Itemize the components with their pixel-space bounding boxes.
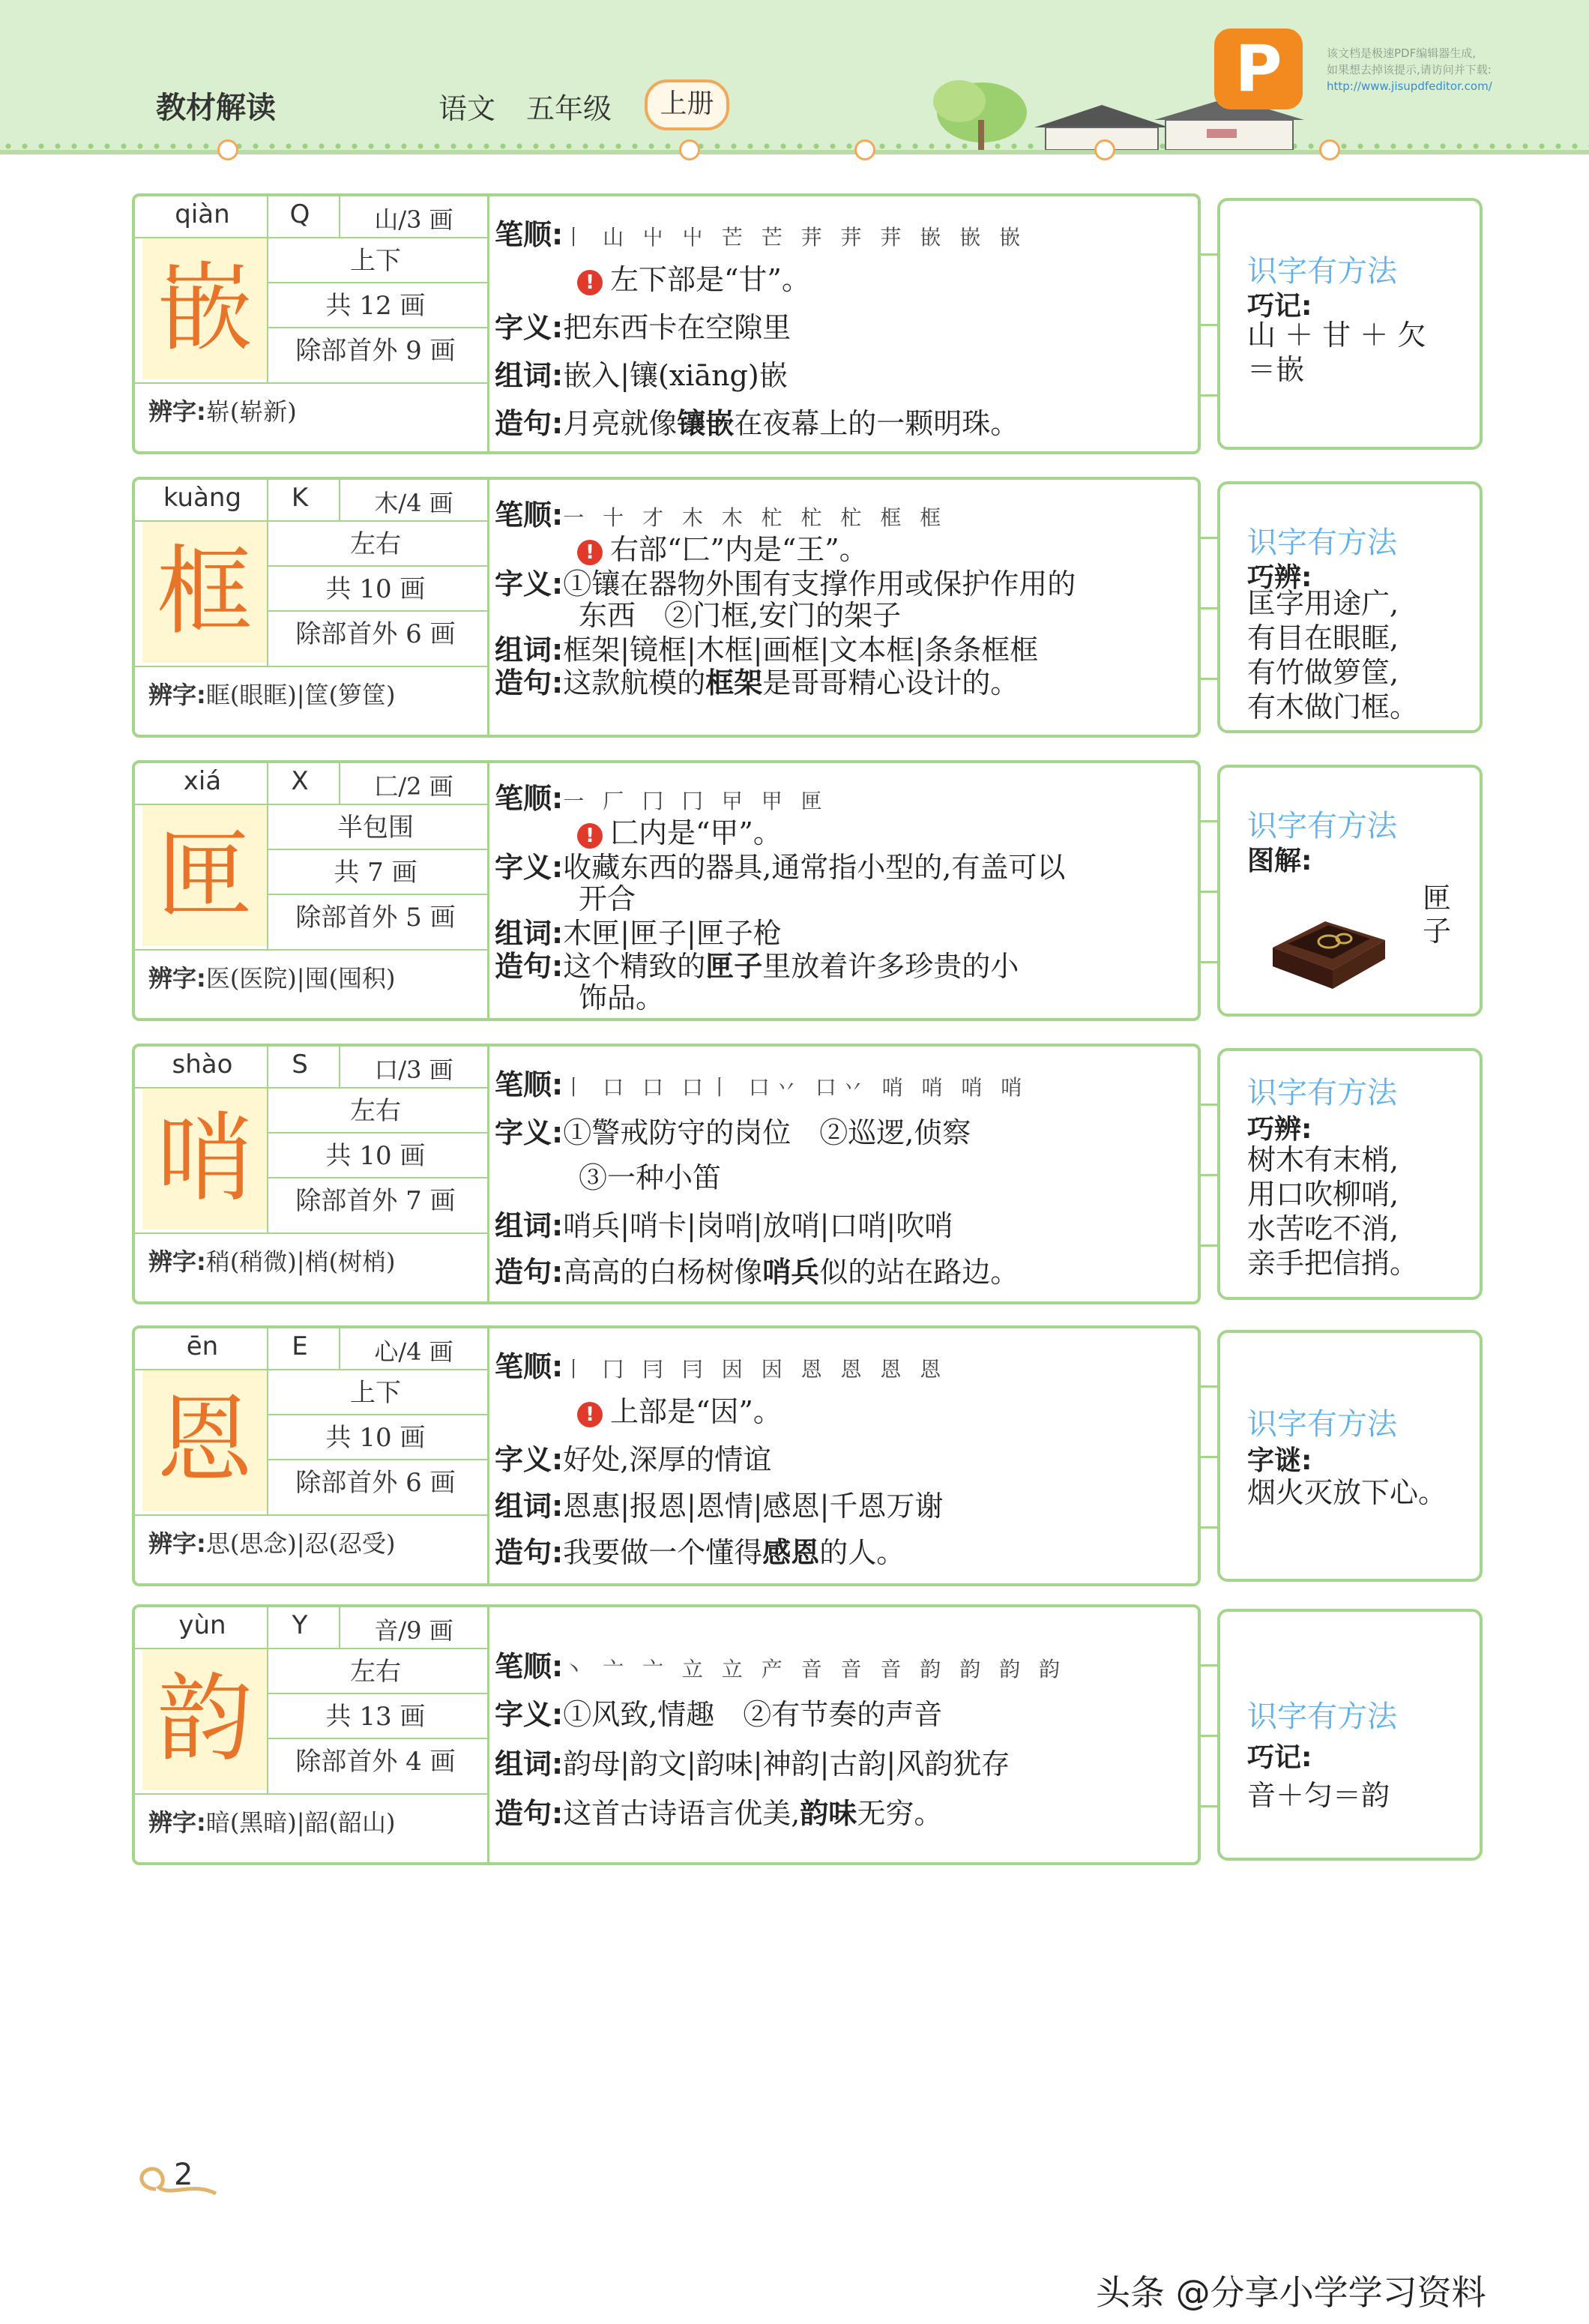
divider xyxy=(267,1738,487,1739)
stroke-order: 丨 冂 冃 冃 因 因 恩 恩 恩 恩 xyxy=(563,1357,947,1382)
sentence-pre: 我要做一个懂得 xyxy=(563,1536,763,1569)
divider xyxy=(267,1414,487,1415)
char-info-panel xyxy=(135,480,489,735)
memory-tip-body xyxy=(1247,1143,1472,1280)
big-char-box xyxy=(142,238,267,379)
sentence-line xyxy=(495,1790,942,1831)
sentence-pre: 这款航模的 xyxy=(563,666,706,699)
box-image-label: 匣子 xyxy=(1423,882,1452,948)
sentence-pre: 月亮就像 xyxy=(563,407,678,440)
strokes-excluding-radical: 除部首外 6 画 xyxy=(295,619,456,649)
memory-tip-line: 亲手把信捎。 xyxy=(1247,1247,1419,1280)
meaning: ①警戒防守的岗位 ②巡逻,侦察 xyxy=(563,1116,971,1149)
char-card xyxy=(132,1604,1201,1865)
stroke-order-line xyxy=(495,1343,947,1385)
sentence-post: 似的站在路边。 xyxy=(819,1256,1019,1289)
meaning: 收藏东西的器具,通常指小型的,有盖可以 xyxy=(563,851,1066,884)
char-detail-panel xyxy=(495,1047,1192,1301)
connector xyxy=(1201,253,1217,256)
sentence-post: 在夜幕上的一颗明珠。 xyxy=(734,407,1019,440)
big-char: 韵 xyxy=(156,1664,253,1775)
strokes-excluding-radical: 除部首外 7 画 xyxy=(295,1186,456,1216)
stroke-order: 一 厂 冂 冂 曱 甲 匣 xyxy=(563,789,828,813)
char-card xyxy=(132,477,1201,738)
watermark-text: 头条 @分享小学学习资料 xyxy=(1096,2272,1486,2313)
meaning-line-2: ③一种小笛 xyxy=(579,1161,722,1194)
structure: 左右 xyxy=(350,1096,401,1126)
connector xyxy=(1201,820,1217,822)
pdf-note-url[interactable]: http://www.jisupdfeditor.com/ xyxy=(1327,79,1492,93)
char-detail-panel xyxy=(495,480,1192,735)
connector xyxy=(1201,1664,1217,1667)
pinyin: yùn xyxy=(178,1610,226,1640)
divider xyxy=(339,1607,340,1648)
initial-letter: E xyxy=(292,1331,308,1361)
meaning: ①风致,情趣 ②有节奏的声音 xyxy=(563,1698,943,1731)
stroke-order: 丶 亠 亠 立 立 产 音 音 音 韵 韵 韵 韵 xyxy=(563,1657,1067,1682)
divider xyxy=(339,1328,340,1369)
sentence-line xyxy=(495,943,1019,984)
memory-tip-line: ＝嵌 xyxy=(1247,353,1305,386)
divider xyxy=(135,1514,487,1516)
memory-tip-box xyxy=(1217,1609,1483,1861)
memory-tip-title: 识字有方法 xyxy=(1247,1076,1397,1110)
memory-tip-line: 有竹做箩筐, xyxy=(1247,656,1399,689)
memory-tip-type: 巧辨: xyxy=(1247,562,1312,593)
divider xyxy=(267,894,487,895)
connector xyxy=(1201,1456,1217,1458)
char-info-panel xyxy=(135,1047,489,1301)
big-char-box xyxy=(142,522,267,663)
radical-info: 匚/2 画 xyxy=(374,772,453,801)
warning-icon: ! xyxy=(577,823,603,849)
pdf-editor-notice xyxy=(1327,45,1574,94)
words-label: 组词: xyxy=(495,917,564,950)
header-drop-icon xyxy=(217,139,238,160)
meaning-label: 字义: xyxy=(495,1698,564,1731)
divider xyxy=(267,196,268,382)
sentence-emphasis: 感恩 xyxy=(762,1535,820,1569)
sentence-line xyxy=(495,400,1019,442)
connector xyxy=(1201,1385,1217,1388)
similar-chars xyxy=(148,676,396,711)
divider xyxy=(267,1132,487,1134)
stroke-count: 共 10 画 xyxy=(325,574,426,604)
char-card-row xyxy=(0,760,1589,1021)
words-line xyxy=(495,1202,953,1244)
warning-icon: ! xyxy=(577,540,603,565)
sentence-label: 造句: xyxy=(495,666,564,699)
structure: 左右 xyxy=(350,1657,401,1687)
stroke-order: 丨 山 屮 屮 芒 芒 茾 茾 茾 嵌 嵌 嵌 xyxy=(563,225,1027,250)
words-line xyxy=(495,352,788,394)
char-card xyxy=(132,760,1201,1021)
connector xyxy=(1201,1174,1217,1176)
connector xyxy=(1201,1805,1217,1807)
meaning-line xyxy=(495,1110,971,1151)
big-char: 哨 xyxy=(156,1103,253,1214)
similar-chars-value: 眶(眼眶)|筐(箩筐) xyxy=(205,681,396,709)
header-drop-icon xyxy=(1094,139,1115,160)
char-info-panel xyxy=(135,1328,489,1583)
sentence-line xyxy=(495,1529,905,1571)
char-card xyxy=(132,193,1201,454)
pdf-editor-logo-icon: P xyxy=(1214,28,1303,109)
divider xyxy=(267,610,487,612)
memory-tip-line: 树木有末梢, xyxy=(1247,1143,1399,1176)
memory-tip-body xyxy=(1247,586,1472,724)
words-line xyxy=(495,1741,1010,1782)
wooden-box-image xyxy=(1265,895,1393,993)
char-card xyxy=(132,1044,1201,1304)
connector xyxy=(1201,678,1217,680)
tip-text: 左下部是“甘”。 xyxy=(610,263,810,296)
tip-line xyxy=(577,1388,782,1430)
sentence-emphasis: 哨兵 xyxy=(762,1255,820,1289)
meaning: ①镶在器物外围有支撑作用或保护作用的 xyxy=(563,568,1076,600)
similar-chars-value: 暗(黑暗)|韶(韶山) xyxy=(205,1808,396,1837)
sentence-pre: 高高的白杨树像 xyxy=(563,1256,763,1289)
similar-chars xyxy=(148,1525,396,1559)
divider xyxy=(267,1693,487,1694)
memory-tip-title: 识字有方法 xyxy=(1247,526,1397,560)
sentence-post: 的人。 xyxy=(819,1536,905,1569)
similar-chars-label: 辨字: xyxy=(148,681,206,709)
pinyin: kuàng xyxy=(163,483,242,513)
sentence-line xyxy=(495,1249,1019,1290)
divider xyxy=(267,565,487,567)
divider xyxy=(267,282,487,283)
divider xyxy=(339,196,340,237)
meaning-line xyxy=(495,1436,771,1478)
tip-text: 右部“匚”内是“王”。 xyxy=(610,533,868,566)
char-card-row xyxy=(0,1044,1589,1304)
meaning-line xyxy=(495,1691,942,1733)
divider xyxy=(267,327,487,328)
sentence-line xyxy=(495,660,1019,701)
initial-letter: Y xyxy=(292,1610,308,1640)
words-line xyxy=(495,1483,943,1524)
similar-chars-label: 辨字: xyxy=(148,1247,206,1276)
memory-tip-body xyxy=(1247,318,1472,387)
memory-tip-body xyxy=(1247,1475,1472,1510)
char-card-row xyxy=(0,193,1589,454)
meaning-line-2: 东西 ②门框,安门的架子 xyxy=(579,599,902,632)
meaning-label: 字义: xyxy=(495,1116,564,1149)
divider xyxy=(267,480,268,666)
memory-tip-type: 图解: xyxy=(1247,846,1312,876)
divider xyxy=(267,763,268,949)
stroke-count: 共 10 画 xyxy=(325,1141,426,1171)
similar-chars-label: 辨字: xyxy=(148,1808,206,1837)
words-label: 组词: xyxy=(495,1209,564,1242)
divider xyxy=(267,1607,268,1793)
memory-tip-body xyxy=(1247,1778,1472,1813)
words-label: 组词: xyxy=(495,359,564,392)
char-detail-panel xyxy=(495,1607,1192,1862)
divider xyxy=(267,1047,268,1232)
similar-chars xyxy=(148,1243,396,1277)
meaning-label: 字义: xyxy=(495,311,564,344)
structure: 半包围 xyxy=(337,813,414,843)
divider xyxy=(135,1232,487,1234)
connector xyxy=(1201,537,1217,539)
connector xyxy=(1201,961,1217,963)
memory-tip-type: 巧记: xyxy=(1247,1742,1312,1773)
radical-info: 山/3 画 xyxy=(374,205,453,234)
connector xyxy=(1201,324,1217,326)
stroke-count: 共 10 画 xyxy=(325,1423,426,1453)
memory-tip-line: 水苦吃不消, xyxy=(1247,1212,1399,1245)
stroke-count: 共 12 画 xyxy=(325,291,426,321)
pinyin: shào xyxy=(172,1050,233,1080)
memory-tip-line: 有木做门框。 xyxy=(1247,690,1419,723)
stroke-order-label: 笔顺: xyxy=(495,1650,564,1683)
page-number: 2 xyxy=(174,2158,193,2192)
char-card-row xyxy=(0,477,1589,738)
initial-letter: X xyxy=(291,766,309,796)
char-detail-panel xyxy=(495,1328,1192,1583)
initial-letter: K xyxy=(291,483,309,513)
similar-chars-value: 崭(崭新) xyxy=(205,397,297,426)
strokes-excluding-radical: 除部首外 5 画 xyxy=(295,903,456,933)
sentence-emphasis: 韵味 xyxy=(800,1796,857,1830)
divider xyxy=(267,849,487,850)
radical-info: 心/4 画 xyxy=(374,1337,453,1366)
similar-chars-label: 辨字: xyxy=(148,397,206,426)
stroke-order-label: 笔顺: xyxy=(495,1068,564,1101)
stroke-order-label: 笔顺: xyxy=(495,1350,564,1383)
divider xyxy=(135,1793,487,1795)
char-detail-panel xyxy=(495,763,1192,1018)
big-char-box xyxy=(142,1649,267,1790)
connector xyxy=(1201,394,1217,397)
memory-tip-type: 巧辨: xyxy=(1247,1114,1312,1145)
tip-line xyxy=(577,256,810,298)
memory-tip-line: 匡字用途广, xyxy=(1247,587,1399,620)
connector xyxy=(1201,1735,1217,1737)
meaning-line xyxy=(495,304,791,346)
memory-tip-type: 巧记: xyxy=(1247,291,1312,322)
connector xyxy=(1201,1104,1217,1106)
strokes-excluding-radical: 除部首外 4 画 xyxy=(295,1747,456,1777)
char-card-row xyxy=(0,1604,1589,1865)
stroke-count: 共 7 画 xyxy=(334,858,417,888)
tip-text: 匚内是“甲”。 xyxy=(610,816,782,849)
memory-tip-box xyxy=(1217,765,1483,1017)
sentence-line-2: 饰品。 xyxy=(579,981,665,1014)
connector xyxy=(1201,1244,1217,1247)
words: 嵌入|镶(xiāng)嵌 xyxy=(563,359,788,392)
memory-tip-box xyxy=(1217,1330,1483,1582)
meaning-label: 字义: xyxy=(495,1443,564,1476)
divider xyxy=(339,480,340,520)
header-dotted-border xyxy=(0,141,1589,151)
sentence-post: 里放着许多珍贵的小 xyxy=(762,950,1019,983)
meaning-label: 字义: xyxy=(495,851,564,884)
stroke-order-line xyxy=(495,1643,1066,1685)
pinyin: qiàn xyxy=(175,199,230,229)
header-volume-badge: 上册 xyxy=(645,79,729,130)
memory-tip-box xyxy=(1217,481,1483,733)
divider xyxy=(135,949,487,951)
radical-info: 口/3 画 xyxy=(374,1056,453,1084)
stroke-order-label: 笔顺: xyxy=(495,782,564,815)
memory-tip-line: 有目在眼眶, xyxy=(1247,621,1399,654)
stroke-order-line xyxy=(495,211,1026,253)
big-char-box xyxy=(142,1370,267,1511)
connector xyxy=(1201,607,1217,609)
memory-tip-line: 烟火灭放下心。 xyxy=(1247,1476,1447,1509)
similar-chars-label: 辨字: xyxy=(148,964,206,993)
stroke-order: 一 十 才 木 木 杧 杧 杧 框 框 xyxy=(563,505,947,530)
header-grade: 五年级 xyxy=(526,92,612,125)
sentence-label: 造句: xyxy=(495,950,564,983)
stroke-order-label: 笔顺: xyxy=(495,218,564,251)
memory-tip-line: 用口吹柳哨, xyxy=(1247,1178,1399,1211)
meaning: 好处,深厚的情谊 xyxy=(563,1443,772,1476)
radical-info: 木/4 画 xyxy=(374,489,453,517)
header-drop-icon xyxy=(679,139,700,160)
divider xyxy=(267,1177,487,1178)
header-subject: 语文 xyxy=(438,92,496,125)
divider xyxy=(135,382,487,384)
sentence-post: 无穷。 xyxy=(857,1797,943,1830)
memory-tip-title: 识字有方法 xyxy=(1247,1700,1397,1734)
warning-icon: ! xyxy=(577,1402,603,1427)
stroke-order-line xyxy=(495,1062,1028,1103)
stroke-order-label: 笔顺: xyxy=(495,499,564,532)
strokes-excluding-radical: 除部首外 9 画 xyxy=(295,336,456,366)
sentence-emphasis: 匣子 xyxy=(705,949,763,983)
sentence-emphasis: 镶嵌 xyxy=(677,406,735,440)
words-label: 组词: xyxy=(495,1490,564,1523)
structure: 左右 xyxy=(350,529,401,559)
sentence-label: 造句: xyxy=(495,1256,564,1289)
memory-tip-box xyxy=(1217,198,1483,450)
char-card xyxy=(132,1325,1201,1586)
stroke-count: 共 13 画 xyxy=(325,1702,426,1732)
meaning-label: 字义: xyxy=(495,568,564,600)
radical-info: 音/9 画 xyxy=(374,1616,453,1645)
pinyin: xiá xyxy=(183,766,222,796)
similar-chars xyxy=(148,1804,396,1838)
strokes-excluding-radical: 除部首外 6 画 xyxy=(295,1468,456,1498)
words: 恩惠|报恩|恩情|感恩|千恩万谢 xyxy=(563,1490,944,1523)
char-detail-panel xyxy=(495,196,1192,451)
divider xyxy=(135,666,487,667)
memory-tip-title: 识字有方法 xyxy=(1247,809,1397,843)
memory-tip-line: 山 ＋ 甘 ＋ 欠 xyxy=(1247,319,1426,352)
divider xyxy=(267,1459,487,1460)
sentence-pre: 这个精致的 xyxy=(563,950,706,983)
similar-chars-value: 医(医院)|囤(囤积) xyxy=(205,964,396,993)
words: 木匣|匣子|匣子枪 xyxy=(563,917,782,950)
sentence-emphasis: 框架 xyxy=(705,666,763,699)
header-drop-icon xyxy=(854,139,875,160)
memory-tip-title: 识字有方法 xyxy=(1247,1407,1397,1442)
char-info-panel xyxy=(135,1607,489,1862)
pinyin: ēn xyxy=(186,1331,219,1361)
header-title: 教材解读 xyxy=(156,91,276,125)
big-char: 匣 xyxy=(156,819,253,931)
words-label: 组词: xyxy=(495,1747,564,1780)
words: 哨兵|哨卡|岗哨|放哨|口哨|吹哨 xyxy=(563,1209,953,1242)
words-label: 组词: xyxy=(495,633,564,666)
connector xyxy=(1201,1526,1217,1529)
similar-chars xyxy=(148,393,297,427)
big-char: 框 xyxy=(156,536,253,648)
meaning: 把东西卡在空隙里 xyxy=(563,311,792,344)
divider xyxy=(339,1047,340,1087)
divider xyxy=(267,1328,268,1514)
char-info-panel xyxy=(135,196,489,451)
initial-letter: Q xyxy=(289,199,310,229)
pdf-note-line-2: 如果想去掉该提示,请访问并下载: xyxy=(1327,63,1492,76)
similar-chars-label: 辨字: xyxy=(148,1529,206,1558)
sentence-post: 是哥哥精心设计的。 xyxy=(762,666,1019,699)
pdf-note-line-1: 该文档是极速PDF编辑器生成, xyxy=(1327,46,1476,60)
words: 韵母|韵文|韵味|神韵|古韵|风韵犹存 xyxy=(563,1747,1010,1780)
memory-tip-type: 字谜: xyxy=(1247,1445,1312,1476)
tip-text: 上部是“因”。 xyxy=(610,1395,782,1428)
page-header xyxy=(0,0,1589,154)
sentence-pre: 这首古诗语言优美, xyxy=(563,1797,800,1830)
sentence-label: 造句: xyxy=(495,1797,564,1830)
big-char: 恩 xyxy=(156,1385,253,1496)
similar-chars-value: 思(思念)|忍(忍受) xyxy=(205,1529,396,1558)
connector xyxy=(1201,891,1217,893)
sentence-label: 造句: xyxy=(495,407,564,440)
structure: 上下 xyxy=(350,1378,401,1408)
stroke-order: 丨 口 口 口丨 口丷 口丷 哨 哨 哨 哨 xyxy=(563,1075,1028,1100)
meaning-line-2: 开合 xyxy=(579,882,636,915)
memory-tip-title: 识字有方法 xyxy=(1247,254,1397,289)
divider xyxy=(339,763,340,804)
big-char: 嵌 xyxy=(156,253,253,364)
initial-letter: S xyxy=(292,1050,308,1080)
similar-chars xyxy=(148,960,396,994)
big-char-box xyxy=(142,1089,267,1229)
memory-tip-box xyxy=(1217,1048,1483,1300)
warning-icon: ! xyxy=(577,270,603,295)
sentence-label: 造句: xyxy=(495,1536,564,1569)
words: 框架|镜框|木框|画框|文本框|条条框框 xyxy=(563,633,1039,666)
char-info-panel xyxy=(135,763,489,1018)
structure: 上下 xyxy=(350,246,401,276)
big-char-box xyxy=(142,805,267,946)
similar-chars-value: 稍(稍微)|梢(树梢) xyxy=(205,1247,396,1276)
char-card-row xyxy=(0,1325,1589,1586)
memory-tip-line: 音＋匀＝韵 xyxy=(1247,1779,1390,1812)
header-drop-icon xyxy=(1319,139,1340,160)
